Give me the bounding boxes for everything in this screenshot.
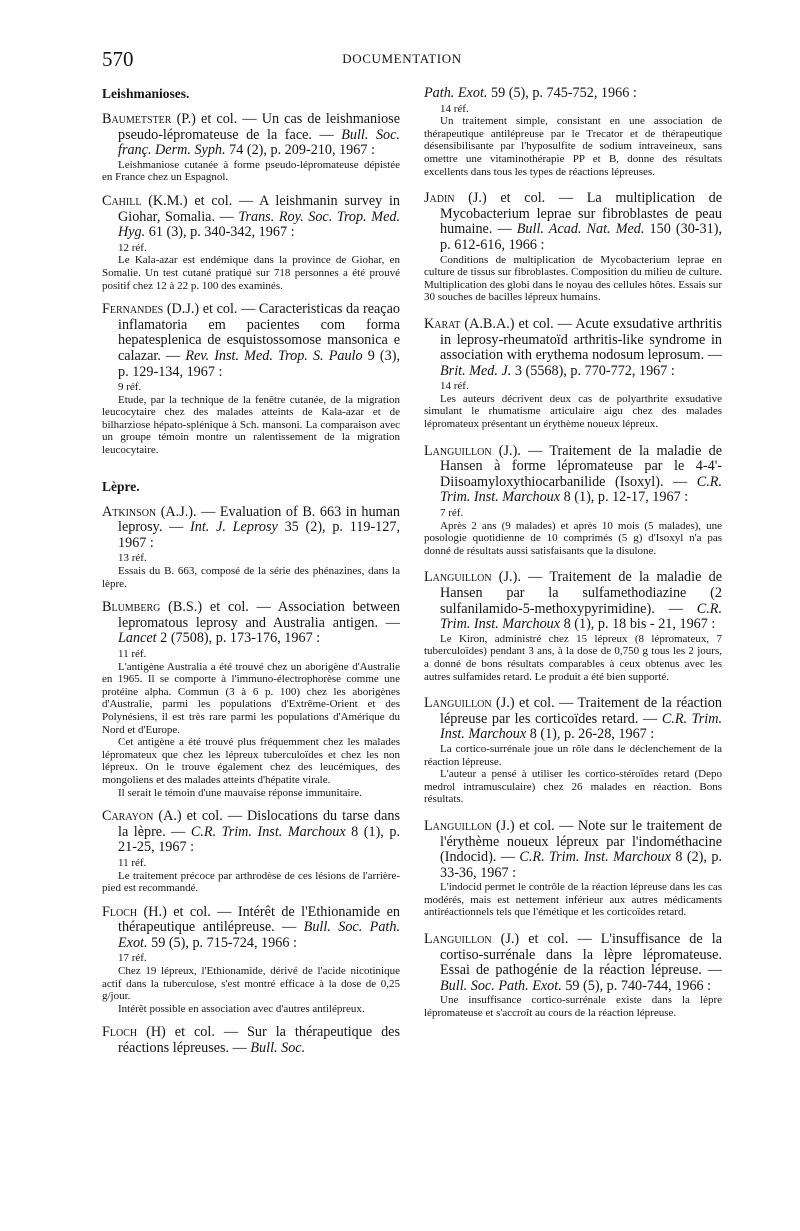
bibliography-entry (102, 302, 400, 457)
citation-pages: 8 (1), p. 21-25, 1967 : (118, 823, 400, 856)
journal-title: Brit. Med. J. (440, 362, 512, 379)
reference-count: 14 réf. (440, 380, 469, 393)
citation-text: et col. — Association between lepromatous leprosy and Australia antigen. — (118, 599, 400, 631)
reference-count: 7 réf. (440, 507, 464, 520)
author: Languillon (J.) (424, 695, 515, 712)
citation (102, 194, 400, 241)
citation-pages: 59 (5), p. 745-752, 1966 : (487, 85, 637, 101)
section-title: Leishmanioses. (102, 86, 190, 101)
running-title: DOCUMENTATION (342, 51, 462, 66)
citation-text: et col. — Intérêt de l'Ethionamide en thérapeutique antilépreuse. — (118, 903, 400, 936)
bibliography-entry (102, 112, 400, 184)
abstract-paragraph: Cet antigène a été trouvé plus fréquemment chez les malades lépromateux que chez les lépreux tuberculoïdes et chez les non lépreux. On le trouve également chez des leucémiques, des mongoliens et des malades atteints d'hépatite virale. (102, 736, 400, 786)
citation-text: — Traitement de la maladie de Hansen par la sulfamethodiazine (2 sulfanilamido-5-methoxypyrimidine). — (440, 569, 723, 617)
journal-title: Bull. Acad. Nat. Med. (516, 221, 645, 238)
citation-pages: 74 (2), p. 209-210, 1967 : (225, 142, 375, 159)
citation-text: et col. — Caracteristicas da reaçao inflamatoria em pacientes com forma hepatesplenica de esquistossomose mansonica e calazar. — (118, 301, 400, 364)
citation-pages: 8 (1), p. 26-28, 1967 : (526, 726, 655, 743)
bibliography-entry (424, 696, 722, 806)
author: Floch (H) (102, 1024, 166, 1041)
bibliography-entry (424, 570, 722, 683)
journal-title: Rev. Inst. Med. Trop. S. Paulo (185, 347, 363, 364)
citation-pages: 35 (2), p. 119-127, 1967 : (118, 519, 401, 551)
citation (102, 1025, 400, 1056)
author: Languillon (J.). (424, 569, 521, 586)
bibliography-entry (424, 191, 722, 304)
section (102, 86, 400, 457)
journal-title: Bull. Soc. (250, 1040, 306, 1057)
page-number: 570 (102, 47, 134, 71)
abstract-paragraph: Après 2 ans (9 malades) et après 10 mois (5 malades), une posologie quotidienne de 10 comprimés (5 g) d'Isoxyl n'a pas donné de résultats aussi satisfaisants que la disulone. (424, 519, 722, 557)
reference-count: 13 réf. (118, 552, 147, 565)
abstract-paragraph: Chez 19 lépreux, l'Ethionamide, dérivé de l'acide nicotinique actif dans la tuberculose, s'est montré efficace à la dose de 0,25 g/jour. (102, 965, 400, 1003)
journal-title: Bull. Soc. Path. Exot. (118, 919, 400, 951)
citation-text: et col. — Un cas de leishmaniose pseudo-lépromateuse de la face. — (118, 111, 400, 143)
citation (102, 112, 400, 159)
abstract-paragraph: L'antigène Australia a été trouvé chez un aborigène d'Australie en 1965. Il se comporte à l'immuno-électrophorèse comme une protéine alpha. Commun (3 à 6 p. 100) chez les aborigènes d'Australie, parmi les populations d'Extrême-Orient et des Polynésiens, il est très rare parmi les populations d'Amérique du Nord et d'Europe. (102, 660, 400, 736)
citation-text: et col. — Dislocations du tarse dans la lèpre. — (118, 808, 400, 840)
citation-pages: 8 (2), p. 33-36, 1967 : (440, 849, 723, 881)
citation-pages: 8 (1), p. 18 bis - 21, 1967 : (560, 616, 716, 633)
section-title: Lèpre. (102, 478, 140, 494)
citation (424, 932, 722, 994)
citation-pages: 59 (5), p. 740-744, 1966 : (561, 977, 712, 994)
abstract-paragraph: L'indocid permet le contrôle de la réaction lépreuse dans les cas modérés, mais est nettement inférieur aux autres médicaments antiréactionnels tels que l'émétique et les corticoïdes retard. (424, 881, 722, 919)
citation (102, 809, 400, 856)
citation (424, 191, 722, 253)
citation-text: — Evaluation of B. 663 in human leprosy. — (118, 503, 400, 536)
journal-title: Int. J. Leprosy (190, 519, 278, 536)
citation (424, 317, 722, 379)
abstract-paragraph: Etude, par la technique de la fenêtre cutanée, de la migration leucocytaire chez des malades atteints de Kala-azar et de bilharziose hépato-splénique à Sch. mansoni. La comparaison avec un groupe témoin montre un ralentissement de la migration leucocytaire. (102, 393, 400, 457)
reference-count: 9 réf. (118, 381, 142, 394)
citation-text: et col. — A leishmanin survey in Giohar, Somalia. — (118, 192, 401, 225)
abstract-paragraph: Il serait le témoin d'une mauvaise réponse immunitaire. (118, 786, 362, 799)
citation-text: — Traitement de la maladie de Hansen à forme lépromateuse par le 4-4'-Diisoamyloxythiocarbanilide (Isoxyl). — (440, 442, 723, 490)
reference-count: 17 réf. (118, 952, 147, 965)
abstract-paragraph: Conditions de multiplication de Mycobacterium leprae en culture de tissus sur fibroblastes. Composition du milieu de culture. Multiplication des globi dans le noyau des cellules hôtes. Essais sur 30 souches de bacilles lépreux humains. (424, 253, 722, 304)
author: Carayon (A.) (102, 808, 182, 825)
author: Cahill (K.M.) (102, 192, 188, 209)
bibliography-entry (424, 317, 722, 431)
bibliography-entry (424, 444, 722, 558)
bibliography-entry (102, 505, 400, 591)
abstract-paragraph: Un traitement simple, consistant en une association de thérapeutique antilépreuse par le Trecator et de thérapeutique désensibilisante par l'hyposulfite de sodium intraveineux, sans omettre une vitaminothérapie PP et B, donne des résultats excellents dans tous les types de réactions lépreuses. (424, 115, 722, 178)
citation-text: et col. — La multiplication de Mycobacterium leprae sur fibroblastes de peau humaine. — (440, 190, 722, 238)
citation-pages: 59 (5), p. 715-724, 1966 : (147, 934, 297, 951)
left-column (102, 86, 400, 1067)
right-column (424, 86, 722, 1033)
author: Baumetster (P.) (102, 111, 196, 127)
citation (102, 600, 400, 647)
journal-title: Bull. Soc. Path. Exot. (440, 977, 562, 994)
abstract-paragraph: Les auteurs décrivent deux cas de polyarthrite exsudative simulant le rhumatisme articulaire aigu chez des malades lépromateux présentant un érythème noueux lépreux. (424, 392, 722, 431)
citation-text: et col. — Sur la thérapeutique des réactions lépreuses. — (118, 1024, 401, 1057)
abstract-paragraph: Le Kiron, administré chez 15 lépreux (8 lépromateux, 7 tuberculoïdes) pendant 3 ans, à la dose de 0,750 g tous les 2 jours, a donné de bons résultats comparables à ceux obtenus avec les autres sulfamides retard. Le produit a été bien supporté. (424, 632, 722, 683)
author: Atkinson (A.J.). (102, 503, 197, 520)
page-header (102, 47, 702, 71)
bibliography-entry (424, 86, 722, 178)
citation (424, 444, 722, 506)
journal-title: C.R. Trim. Inst. Marchoux (440, 600, 722, 633)
journal-title: Bull. Soc. franç. Derm. Syph. (118, 126, 400, 159)
abstract-paragraph: Intérêt possible en association avec d'autres antilépreux. (118, 1002, 365, 1015)
abstract-paragraph: Leishmaniose cutanée à forme pseudo-lépromateuse dépistée en France chez un Espagnol. (102, 158, 400, 184)
bibliography-entry (102, 905, 400, 1016)
citation (424, 86, 722, 102)
journal-title: Trans. Roy. Soc. Trop. Med. Hyg. (118, 208, 401, 241)
citation (102, 905, 400, 952)
citation-pages: 9 (3), p. 129-134, 1967 : (118, 347, 400, 380)
author: Languillon (J.). (424, 442, 521, 459)
citation-pages: 150 (30-31), p. 612-616, 1966 : (440, 221, 722, 253)
author: Floch (H.) (102, 903, 167, 920)
abstract-paragraph: La cortico-surrénale joue un rôle dans le déclenchement de la réaction lépreuse. (424, 742, 722, 768)
citation (102, 302, 400, 380)
abstract-paragraph: L'auteur a pensé à utiliser les cortico-stéroïdes retard (Depo medrol intramusculaire) chez 26 malades en réaction. Bons résultats. (424, 768, 722, 806)
journal-title: Lancet (118, 630, 157, 647)
bibliography-entry (102, 1025, 400, 1056)
author: Fernandes (D.J.) (102, 301, 200, 318)
journal-title: C.R. Trim. Inst. Marchoux (440, 710, 722, 743)
reference-count: 14 réf. (440, 102, 469, 115)
author: Jadin (J.) (424, 190, 487, 207)
citation-text: et col. — Traitement de la réaction lépreuse par les corticoïdes retard. — (440, 695, 722, 727)
journal-title: Path. Exot. (424, 85, 488, 101)
citation-pages: 3 (5568), p. 770-772, 1967 : (511, 362, 675, 379)
journal-title: C.R. Trim. Inst. Marchoux (440, 473, 722, 506)
citation-text: et col. — Acute exsudative arthritis in leprosy-rheumatoïd arthritis-like syndrome in association with erythema nodosum leprosum. — (440, 315, 723, 364)
bibliography-entry (102, 600, 400, 799)
bibliography-entry (102, 809, 400, 895)
author: Karat (A.B.A.) (424, 315, 515, 332)
citation-pages: 61 (3), p. 340-342, 1967 : (145, 224, 295, 241)
citation-pages: 2 (7508), p. 173-176, 1967 : (156, 630, 321, 647)
author: Languillon (J.) (424, 931, 520, 948)
bibliography-entry (424, 932, 722, 1020)
citation (424, 570, 722, 632)
author: Languillon (J.) (424, 817, 515, 834)
abstract-paragraph: Une insuffisance cortico-surrénale existe dans la lèpre lépromateuse et s'accroît au cours de la réaction lépreuse. (424, 994, 722, 1020)
reference-count: 11 réf. (118, 856, 147, 869)
citation-pages: 8 (1), p. 12-17, 1967 : (560, 489, 689, 506)
reference-count: 12 réf. (118, 241, 147, 254)
abstract-paragraph: Le Kala-azar est endémique dans la province de Giohar, en Somalie. Un test cutané pratiqué sur 718 personnes a été prouvé positif chez 12 à 22 p. 100 des examinés. (102, 254, 400, 292)
journal-title: C.R. Trim. Inst. Marchoux (519, 849, 671, 866)
citation (102, 505, 400, 552)
citation (424, 819, 722, 881)
section (102, 479, 400, 1057)
journal-title: C.R. Trim. Inst. Marchoux (190, 823, 346, 840)
abstract-paragraph: Le traitement précoce par arthrodèse de ces lésions de l'arrière-pied est recommandé. (102, 869, 400, 895)
bibliography-entry (102, 194, 400, 292)
abstract-paragraph: Essais du B. 663, composé de la série des phénazines, dans la lèpre. (102, 565, 400, 590)
author: Blumberg (B.S.) (102, 599, 203, 616)
citation-text: et col. — L'insuffisance de la cortiso-surrénale dans la lèpre lépromateuse. Essai de pathogénie de la réaction lépreuse. — (440, 931, 723, 979)
citation-text: et col. — Note sur le traitement de l'érythème noueux lépreux par l'indométhacine (Indocid). — (440, 817, 722, 866)
bibliography-entry (424, 819, 722, 919)
reference-count: 11 réf. (118, 648, 147, 660)
citation (424, 696, 722, 743)
